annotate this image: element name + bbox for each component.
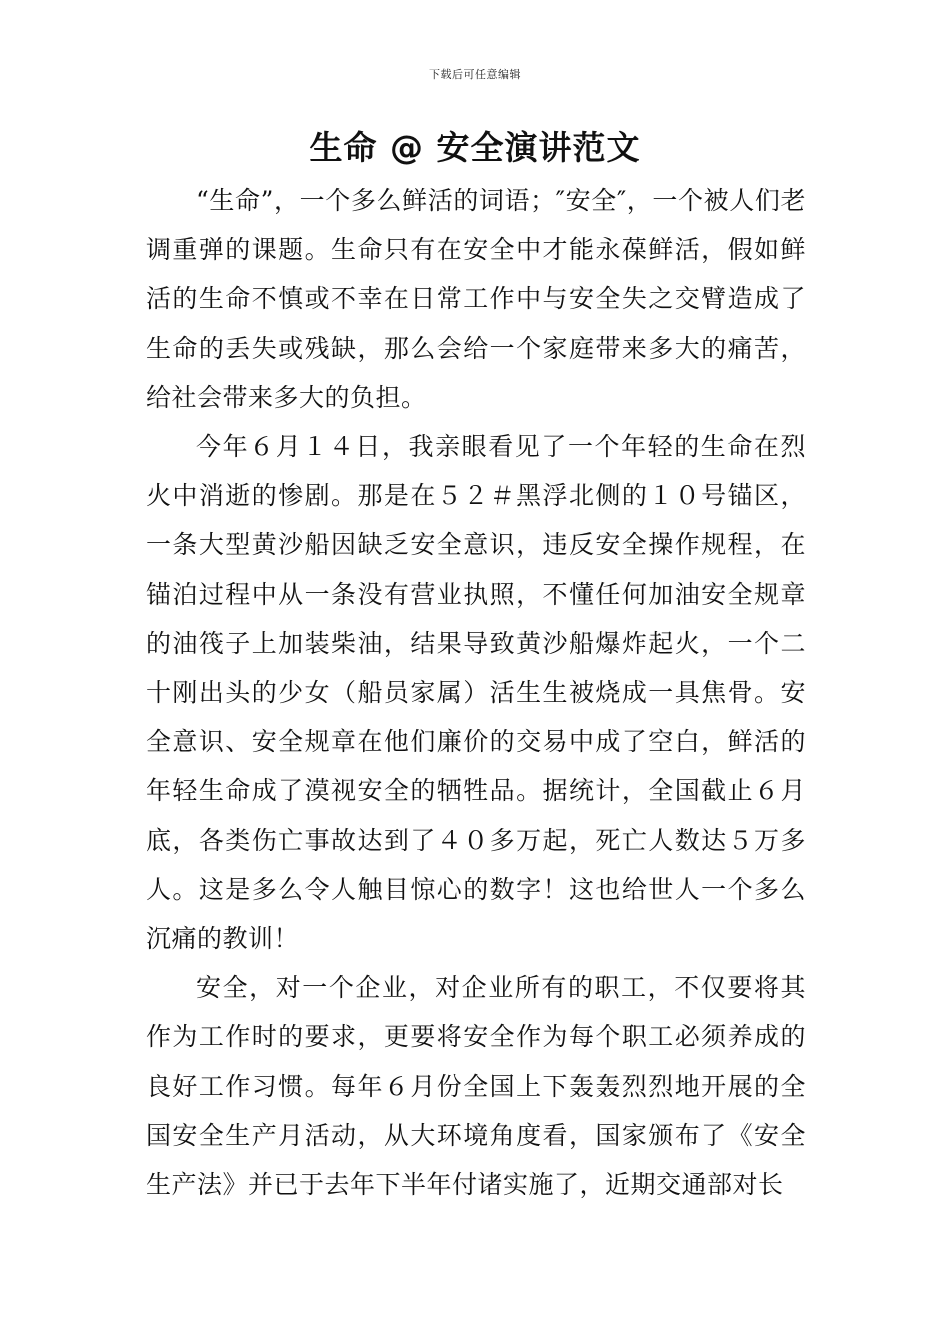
document-body <box>146 176 806 1209</box>
header-note: 下载后可任意编辑 <box>429 68 521 81</box>
paragraph-2: 今年６月１４日，我亲眼看见了一个年轻的生命在烈火中消逝的惨剧。那是在５２＃黑浮北侧的１０号锚区，一条大型黄沙船因缺乏安全意识，违反安全操作规程，在锚泊过程中从一条没有营业执照，不懂任何加油安全规章的油筏子上加装柴油，结果导致黄沙船爆炸起火，一个二十刚出头的少女（船员家属）活生生被烧成一具焦骨。安全意识、安全规章在他们廉价的交易中成了空白，鲜活的年轻生命成了漠视安全的牺牲品。据统计，全国截止６月底，各类伤亡事故达到了４０多万起，死亡人数达５万多人。这是多么令人触目惊心的数字！这也给世人一个多么沉痛的教训！ <box>146 432 806 954</box>
paragraph-1: “生命”，一个多么鲜活的词语；″安全″，一个被人们老调重弹的课题。生命只有在安全中才能永葆鲜活，假如鲜活的生命不慎或不幸在日常工作中与安全失之交臂造成了生命的丢失或残缺，那么会给一个家庭带来多大的痛苦，给社会带来多大的负担。 <box>146 186 806 412</box>
paragraph-3: 安全，对一个企业，对企业所有的职工，不仅要将其作为工作时的要求，更要将安全作为每个职工必须养成的良好工作习惯。每年６月份全国上下轰轰烈烈地开展的全国安全生产月活动，从大环境角度看，国家颁布了《安全生产法》并已于去年下半年付诸实施了，近期交通部对长 <box>146 973 806 1200</box>
document-title: 生命 @ 安全演讲范文 <box>309 128 641 167</box>
